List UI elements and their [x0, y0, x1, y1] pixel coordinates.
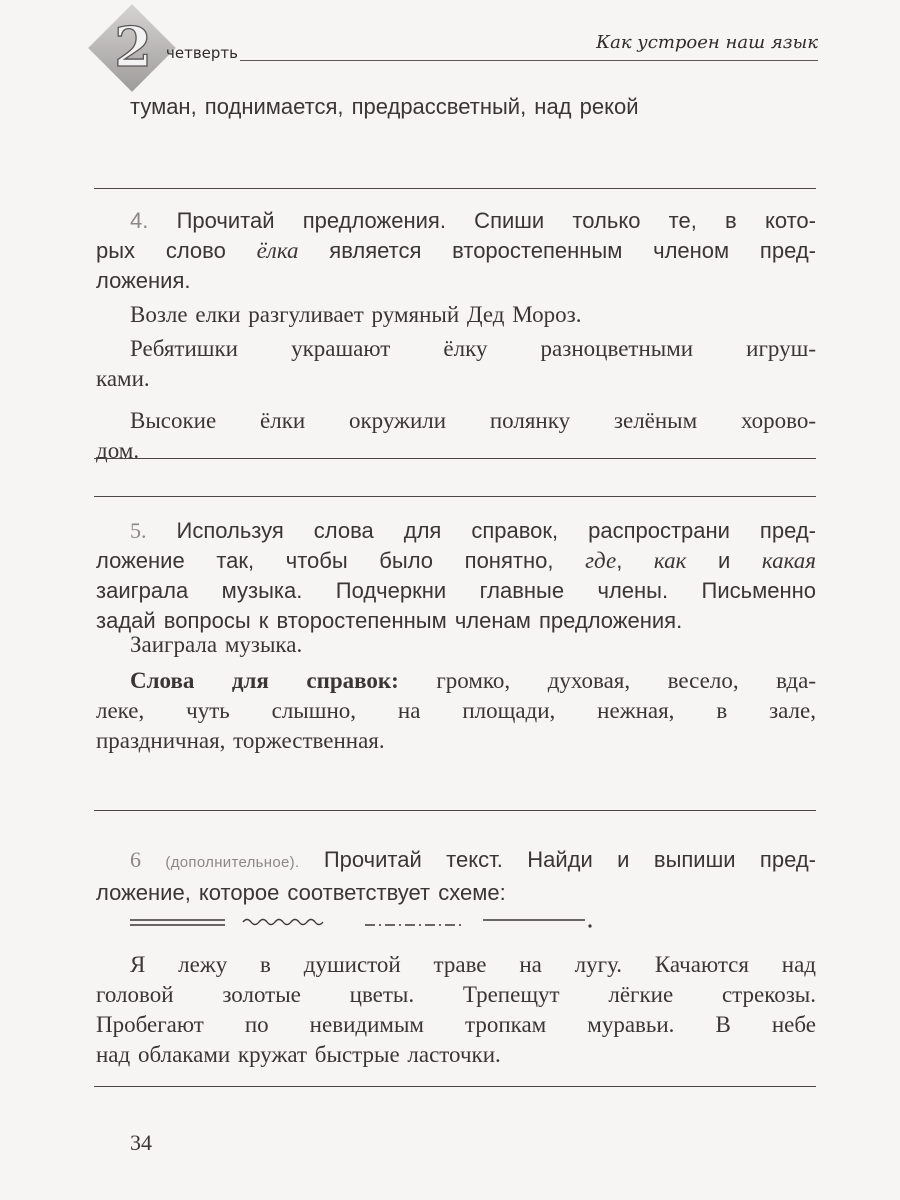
emphasized-word: ёлка: [256, 238, 299, 263]
carryover-words-line: туман, поднимается, предрассветный, над рекой: [130, 94, 639, 119]
text-line: над облаками кружат быстрые ласточки.: [96, 1042, 501, 1067]
task-4-instruction-line-2: рых слово ёлка является второстепенным членом пред-: [96, 238, 816, 263]
reference-line-2: леке, чуть слышно, на площади, нежная, в зале,: [96, 698, 816, 723]
text-line: Я лежу в душистой траве на лугу. Качаются над: [130, 952, 816, 977]
reference-line-3: праздничная, торжественная.: [96, 728, 385, 753]
carryover-words: [96, 92, 816, 122]
task-6-text: [96, 950, 816, 1070]
sentence-line: Ребятишки украшают ёлку разноцветными игруш-: [130, 336, 816, 361]
task-6-instruction-line-2: ложение, которое соответствует схеме:: [96, 880, 506, 905]
task-4: [96, 206, 816, 296]
task-5-instruction-line-3: заиграла музыка. Подчеркни главные члены. Письменно: [96, 578, 816, 603]
reference-label: Слова для справок:: [130, 668, 399, 693]
reference-line-1: Слова для справок: громко, духовая, весело, вда-: [130, 668, 816, 693]
task-4-sentences: [96, 300, 816, 466]
task-number: 5.: [130, 518, 147, 543]
answer-line[interactable]: [94, 458, 816, 459]
task-4-instruction-line-1: 4. Прочитай предложения. Спиши только те, в кото-: [130, 208, 816, 233]
task-number: 4.: [130, 208, 149, 233]
base-sentence: Заиграла музыка.: [130, 632, 303, 657]
answer-line[interactable]: [94, 810, 816, 811]
page-number: 34: [130, 1130, 152, 1155]
task-5-instruction-line-1: 5. Используя слова для справок, распространи пред-: [130, 518, 816, 543]
sentence-line: Высокие ёлки окружили полянку зелёным хорово-: [130, 408, 816, 433]
answer-line[interactable]: [94, 1086, 816, 1087]
sentence-line: ками.: [96, 366, 150, 391]
answer-line[interactable]: [94, 496, 816, 497]
quarter-label: четверть: [166, 44, 238, 62]
sentence-line: Возле елки разгуливает румяный Дед Мороз.: [130, 302, 582, 327]
task-5-instruction-line-2: ложение так, чтобы было понятно, где, как и какая: [96, 548, 816, 573]
task-5-base-sentence: [96, 630, 816, 660]
sentence-line: дом.: [96, 438, 140, 463]
text-line: Пробегают по невидимым тропкам муравьи. В небе: [96, 1012, 816, 1037]
task-5-reference-words: [96, 666, 816, 756]
text-line: головой золотые цветы. Трепещут лёгкие стрекозы.: [96, 982, 816, 1007]
task-number: 6: [130, 847, 141, 872]
task-5: [96, 516, 816, 636]
task-qualifier: (дополнительное).: [165, 854, 300, 871]
section-title: Как устроен наш язык: [596, 32, 818, 53]
task-6-instruction-line-1: 6 (дополнительное). Прочитай текст. Найди и выпиши пред-: [130, 847, 816, 872]
quarter-number: 2: [114, 15, 152, 79]
sentence-scheme: [125, 912, 645, 932]
answer-line[interactable]: [94, 188, 816, 189]
task-4-instruction-line-3: ложения.: [96, 268, 191, 293]
sentence-scheme-icon: [125, 912, 645, 932]
header-rule: [240, 60, 818, 61]
task-6: [96, 845, 816, 908]
task-5-instruction-line-4: задай вопросы к второстепенным членам предложения.: [96, 608, 683, 633]
